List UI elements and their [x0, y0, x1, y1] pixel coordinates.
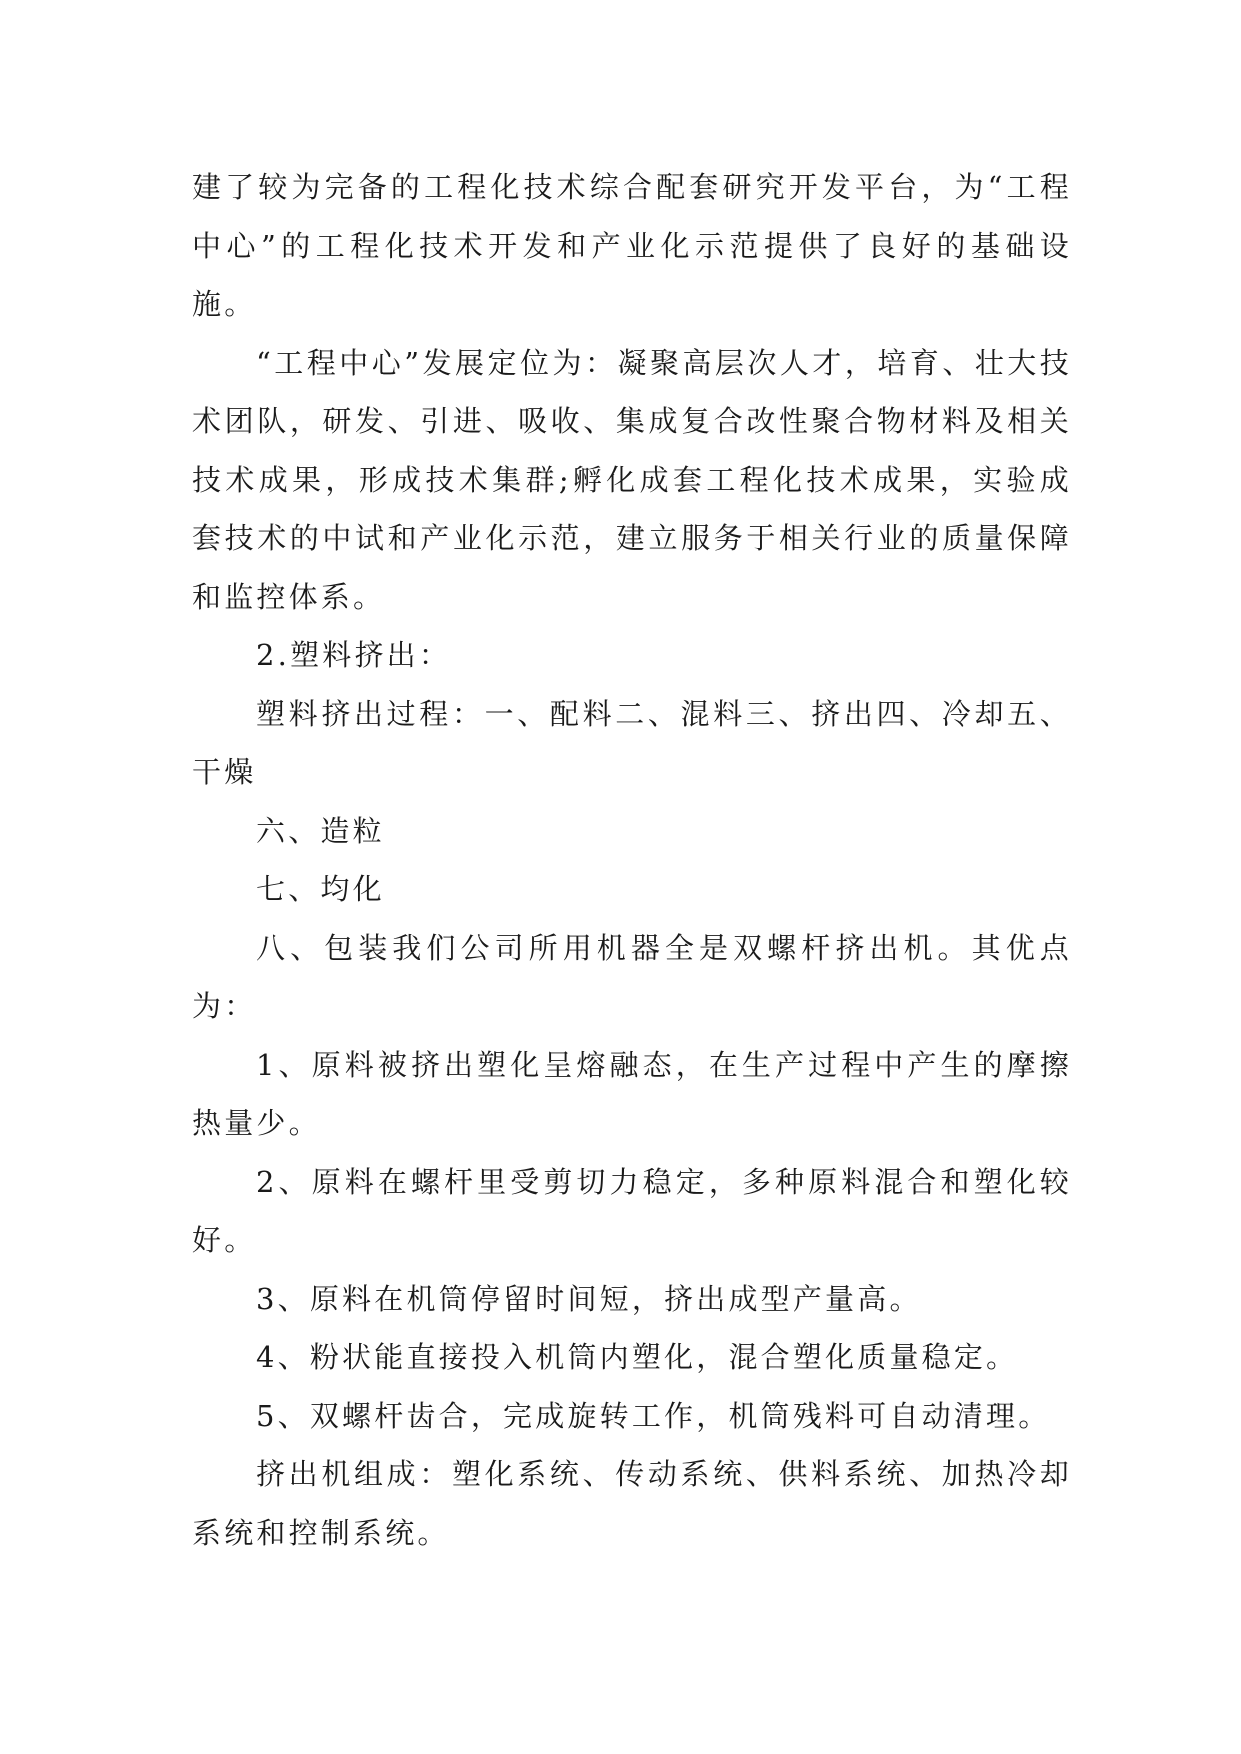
list-item-advantage-4: 4、粉状能直接投入机筒内塑化，混合塑化质量稳定。 [256, 1340, 1019, 1374]
paragraph-positioning: “工程中心”发展定位为：凝聚高层次人才，培育、壮大技术团队，研发、引进、吸收、集成复合改性聚合物材料及相关技术成果，形成技术集群;孵化成套工程化技术成果，实验成套技术的中试和产业化示范，建立服务于相关行业的质量保障和监控体系。 [192, 345, 1072, 614]
list-item-advantage-1: 1、原料被挤出塑化呈熔融态，在生产过程中产生的摩擦热量少。 [192, 1047, 1072, 1140]
paragraph-extruder-composition: 挤出机组成：塑化系统、传动系统、供料系统、加热冷却系统和控制系统。 [192, 1457, 1072, 1550]
paragraph-platform: 建了较为完备的工程化技术综合配套研究开发平台，为“工程中心”的工程化技术开发和产业化示范提供了良好的基础设施。 [192, 170, 1072, 321]
paragraph-process-steps: 塑料挤出过程：一、配料二、混料三、挤出四、冷却五、干燥 [192, 696, 1072, 789]
section-heading-extrusion: 2.塑料挤出： [256, 638, 452, 672]
list-item-advantage-3: 3、原料在机筒停留时间短，挤出成型产量高。 [256, 1281, 922, 1316]
list-item-advantage-2: 2、原料在螺杆里受剪切力稳定，多种原料混合和塑化较好。 [192, 1164, 1072, 1257]
paragraph-step-six: 六、造粒 [256, 813, 385, 848]
document-body [192, 158, 1072, 1562]
paragraph-step-seven: 七、均化 [256, 872, 385, 906]
list-item-advantage-5: 5、双螺杆齿合，完成旋转工作，机筒残料可自动清理。 [256, 1398, 1051, 1433]
paragraph-step-eight: 八、包装我们公司所用机器全是双螺杆挤出机。其优点为： [192, 930, 1072, 1023]
